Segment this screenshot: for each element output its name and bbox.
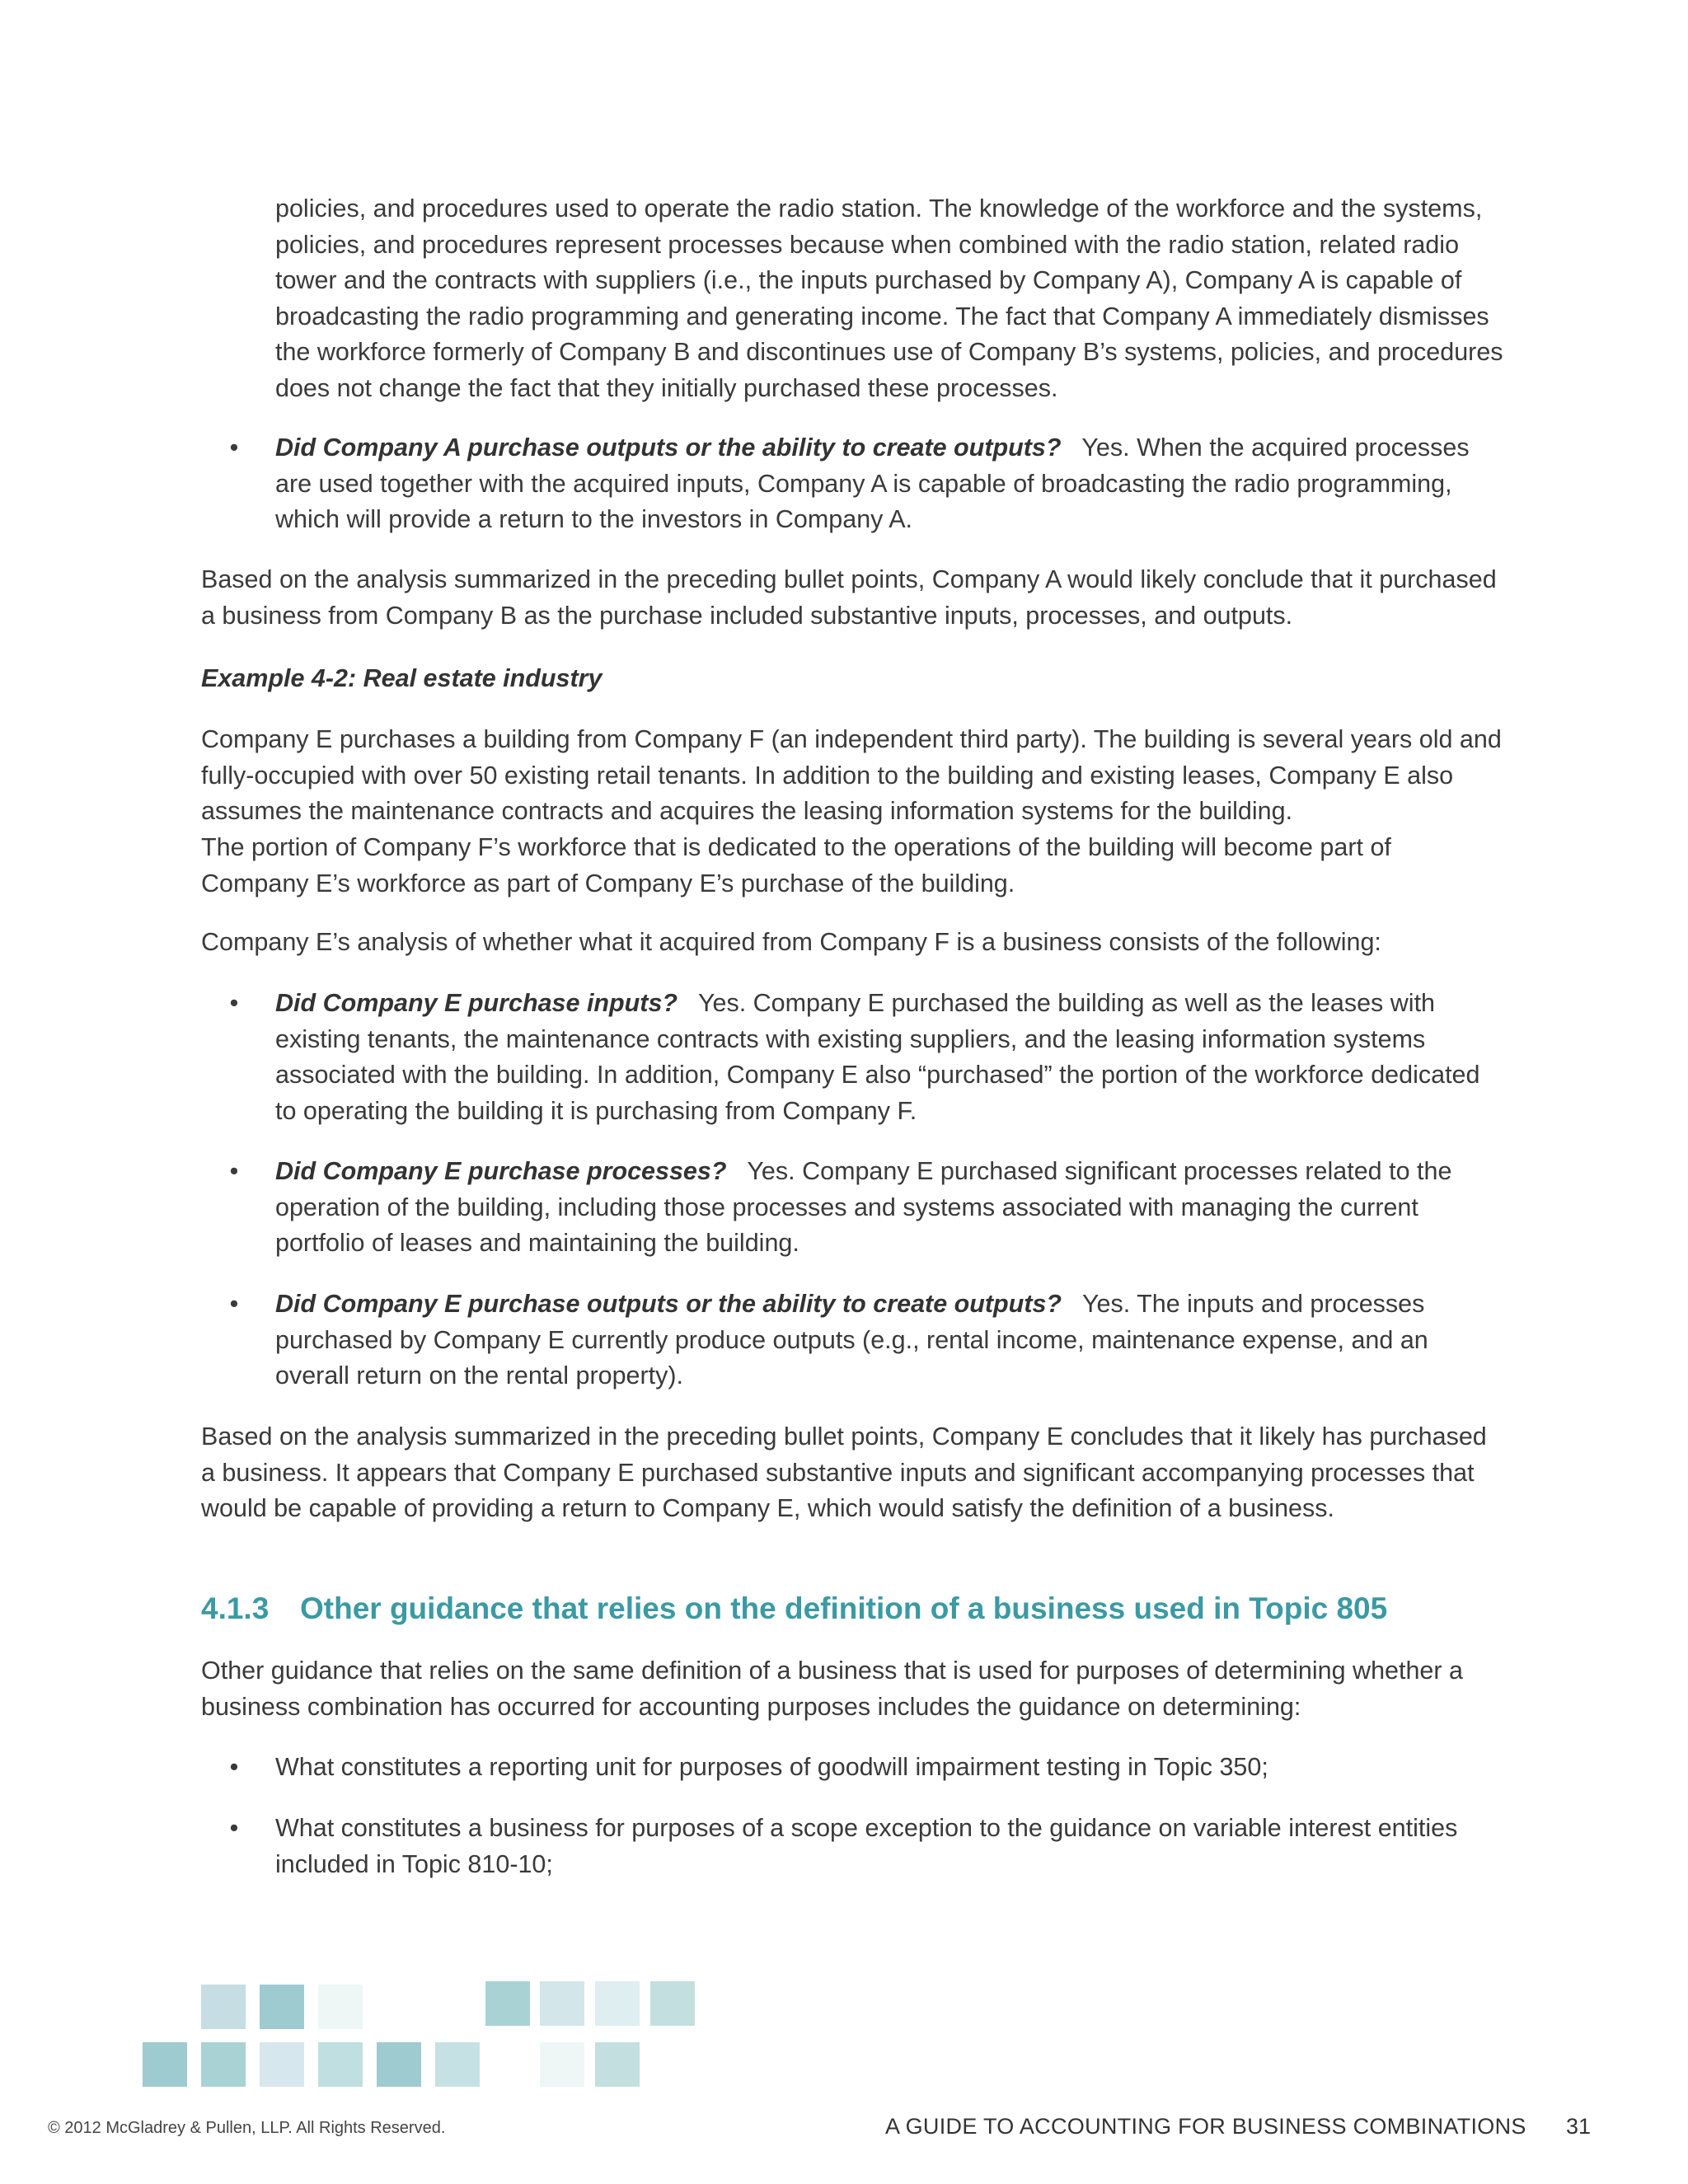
decor-square [143,2042,187,2087]
decor-square [260,1985,304,2029]
copyright-notice: © 2012 McGladrey & Pullen, LLP. All Rights Reserved. [48,2119,446,2137]
analysis-intro: Company E’s analysis of whether what it acquired from Company F is a business consists of the following: [201,928,1381,956]
decor-square [435,2042,480,2087]
decor-square [650,1981,695,2026]
example-paragraph: Company E purchases a building from Company F (an independent third party). The building is several years old and fully-occupied with over 50 existing retail tenants. In addition to the building and existing leases, Company E also assumes the maintenance contracts and acquires the leasing information systems for the building. [201,725,1502,825]
decor-square [485,1981,530,2026]
decor-square [595,1981,640,2026]
decor-square [595,2042,640,2087]
list-item [229,1286,1503,1394]
decor-square [260,2042,304,2087]
bullet-icon: • [229,1753,239,1781]
list-item [229,430,1503,538]
section-heading [201,1589,1387,1629]
decor-square [201,2042,246,2087]
decor-square [540,2042,584,2087]
list-item [229,1750,1503,1786]
bullet-icon: • [229,434,239,462]
decor-square [318,2042,363,2087]
section-title: Other guidance that relies on the definition of a business used in Topic 805 [300,1591,1388,1625]
decor-square [540,1981,584,2026]
page-number: 31 [1566,2114,1592,2139]
footer-document-title: A GUIDE TO ACCOUNTING FOR BUSINESS COMBINATIONS [885,2114,1526,2139]
bullet-icon: • [229,1290,239,1318]
example-paragraph: The portion of Company F’s workforce that is dedicated to the operations of the building will become part of Company E’s workforce as part of Company E’s purchase of the building. [201,833,1391,898]
section-number: 4.1.3 [201,1591,270,1625]
conclusion-e-paragraph: Based on the analysis summarized in the preceding bullet points, Company E concludes that it likely has purchased a business. It appears that Company E purchased substantive inputs and significant accompanying processes that would be capable of providing a return to Company E, which would satisfy the definition of a business. [201,1422,1487,1522]
bullet-text: What constitutes a business for purposes of a scope exception to the guidance on variable interest entities included in Topic 810-10; [275,1814,1458,1878]
bullet-icon: • [229,1157,239,1185]
bullet-text: What constitutes a reporting unit for purposes of goodwill impairment testing in Topic 350; [275,1753,1268,1781]
decor-square [201,1985,246,2029]
bullet-question: Did Company A purchase outputs or the ability to create outputs? [275,434,1062,462]
bullet-answer: Yes. When the acquired processes are used together with the acquired inputs, Company A is capable of broadcasting the radio programming, which will provide a return to the investors in Company A. [275,434,1470,533]
list-item [229,986,1503,1129]
bullet-answer: Yes. Company E purchased significant processes related to the operation of the building, including those processes and systems associated with managing the current portfolio of leases and maintaining the building. [275,1157,1452,1257]
example-heading: Example 4-2: Real estate industry [201,664,603,692]
bullet-question: Did Company E purchase inputs? [275,989,678,1017]
list-item [229,1811,1503,1882]
decor-square [377,2042,421,2087]
bullet-answer: Yes. Company E purchased the building as well as the leases with existing tenants, the maintenance contracts with existing suppliers, and the leasing information systems associated with the building. In addition, Company E also “purchased” the portion of the workforce dedicated to operating the building it is purchasing from Company F. [275,989,1480,1125]
section-intro: Other guidance that relies on the same definition of a business that is used for purposes of determining whether a business combination has occurred for accounting purposes includes the guidance on determining: [201,1657,1463,1721]
bullet-question: Did Company E purchase outputs or the ability to create outputs? [275,1290,1062,1318]
bullet-icon: • [229,1814,239,1842]
list-item [229,1154,1503,1262]
bullet-question: Did Company E purchase processes? [275,1157,727,1185]
bullet-answer: Yes. The inputs and processes purchased by Company E currently produce outputs (e.g., rental income, maintenance expense, and an overall return on the rental property). [275,1290,1428,1390]
bullet-icon: • [229,989,239,1017]
decor-square [318,1985,363,2029]
conclusion-a-paragraph: Based on the analysis summarized in the preceding bullet points, Company A would likely conclude that it purchased a business from Company B as the purchase included substantive inputs, processes, and outputs. [201,565,1497,630]
continuation-paragraph: policies, and procedures used to operate the radio station. The knowledge of the workforce and the systems, policies, and procedures represent processes because when combined with the radio station, related radio tower and the contracts with suppliers (i.e., the inputs purchased by Company A), Company A is capable of broadcasting the radio programming and generating income. The fact that Company A immediately dismisses the workforce formerly of Company B and discontinues use of Company B’s systems, policies, and procedures does not change the fact that they initially purchased these processes. [275,194,1503,402]
